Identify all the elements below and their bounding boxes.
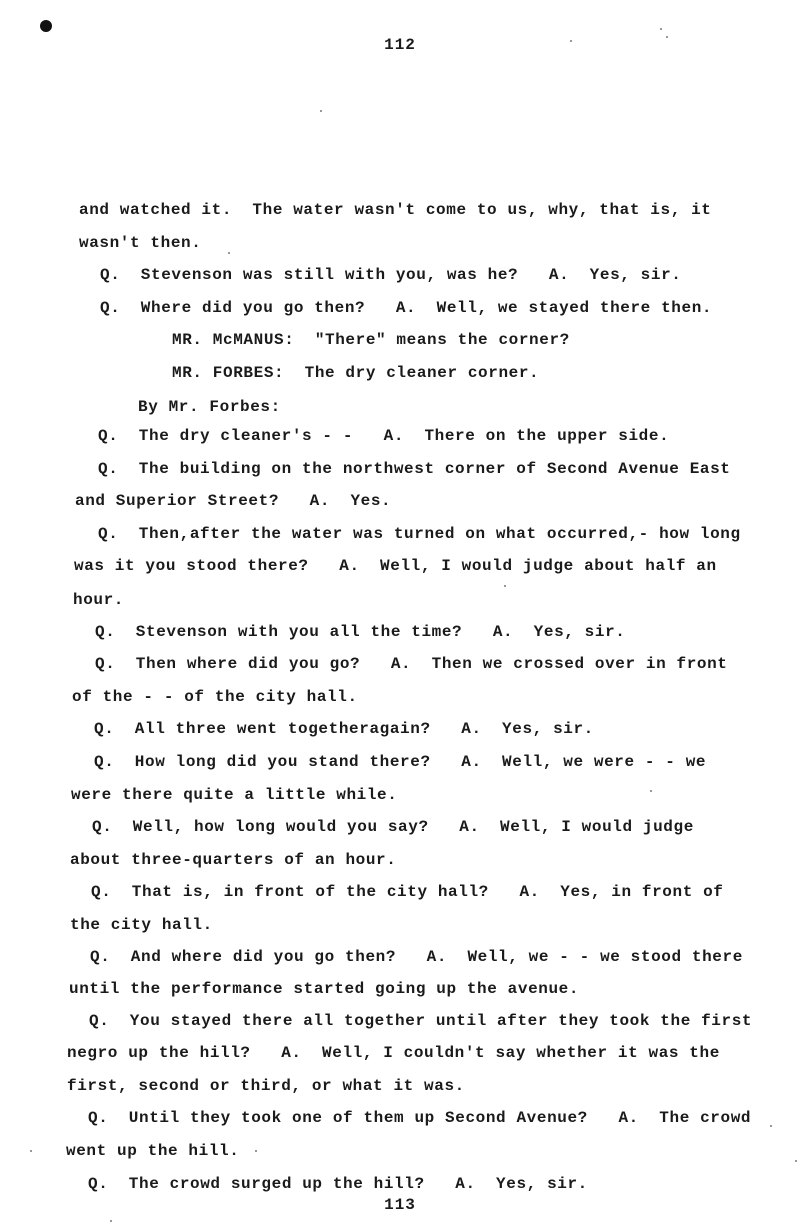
transcript-line: hour. [73, 591, 125, 609]
scan-speck [320, 110, 322, 112]
transcript-line: Q. Then,after the water was turned on what occurred,- how long [98, 525, 741, 543]
scan-speck [795, 1160, 797, 1162]
transcript-line: of the - - of the city hall. [72, 688, 358, 706]
transcript-line: went up the hill. [66, 1142, 240, 1160]
transcript-line: the city hall. [70, 916, 213, 934]
scan-speck [228, 252, 230, 254]
transcript-line: Q. The crowd surged up the hill? A. Yes, sir. [88, 1175, 588, 1193]
transcript-line: first, second or third, or what it was. [67, 1077, 465, 1095]
transcript-line: Q. All three went togetheragain? A. Yes, sir. [94, 720, 594, 738]
transcript-line: By Mr. Forbes: [138, 398, 281, 416]
transcript-line: negro up the hill? A. Well, I couldn't say whether it was the [67, 1044, 720, 1062]
transcript-line: Q. How long did you stand there? A. Well, we were - - we [94, 753, 707, 771]
page-number-bottom: 113 [384, 1196, 416, 1214]
transcript-line: and Superior Street? A. Yes. [75, 492, 392, 510]
transcript-line: were there quite a little while. [71, 786, 398, 804]
transcript-line: Q. Stevenson with you all the time? A. Yes, sir. [95, 623, 626, 641]
punch-hole [40, 20, 52, 32]
page-number-top: 112 [384, 36, 416, 54]
scan-speck [570, 40, 572, 42]
transcript-line: wasn't then. [79, 234, 202, 252]
transcript-line: MR. FORBES: The dry cleaner corner. [172, 364, 540, 382]
transcript-line: Q. Stevenson was still with you, was he? A. Yes, sir. [100, 266, 682, 284]
transcript-line: Q. The dry cleaner's - - A. There on the upper side. [98, 427, 670, 445]
scan-speck [666, 36, 668, 38]
scan-speck [30, 1150, 32, 1152]
scan-speck [504, 585, 506, 587]
transcript-line: was it you stood there? A. Well, I would judge about half an [74, 557, 717, 575]
scan-speck [255, 1150, 257, 1152]
scan-speck [660, 28, 662, 30]
scan-speck [110, 1220, 112, 1222]
transcript-line: Q. You stayed there all together until after they took the first [89, 1012, 753, 1030]
transcript-line: about three-quarters of an hour. [70, 851, 397, 869]
transcript-line: MR. McMANUS: "There" means the corner? [172, 331, 570, 349]
transcript-line: Q. That is, in front of the city hall? A. Yes, in front of [91, 883, 724, 901]
scan-speck [650, 790, 652, 792]
transcript-line: Q. Where did you go then? A. Well, we stayed there then. [100, 299, 713, 317]
transcript-line: Q. Until they took one of them up Second Avenue? A. The crowd [88, 1109, 752, 1127]
transcript-line: Q. Then where did you go? A. Then we crossed over in front [95, 655, 728, 673]
scan-speck [770, 1125, 772, 1127]
transcript-line: Q. And where did you go then? A. Well, we - - we stood there [90, 948, 743, 966]
transcript-line: Q. The building on the northwest corner of Second Avenue East [98, 460, 731, 478]
transcript-line: and watched it. The water wasn't come to us, why, that is, it [79, 201, 712, 219]
transcript-line: Q. Well, how long would you say? A. Well, I would judge [92, 818, 694, 836]
transcript-line: until the performance started going up the avenue. [69, 980, 580, 998]
